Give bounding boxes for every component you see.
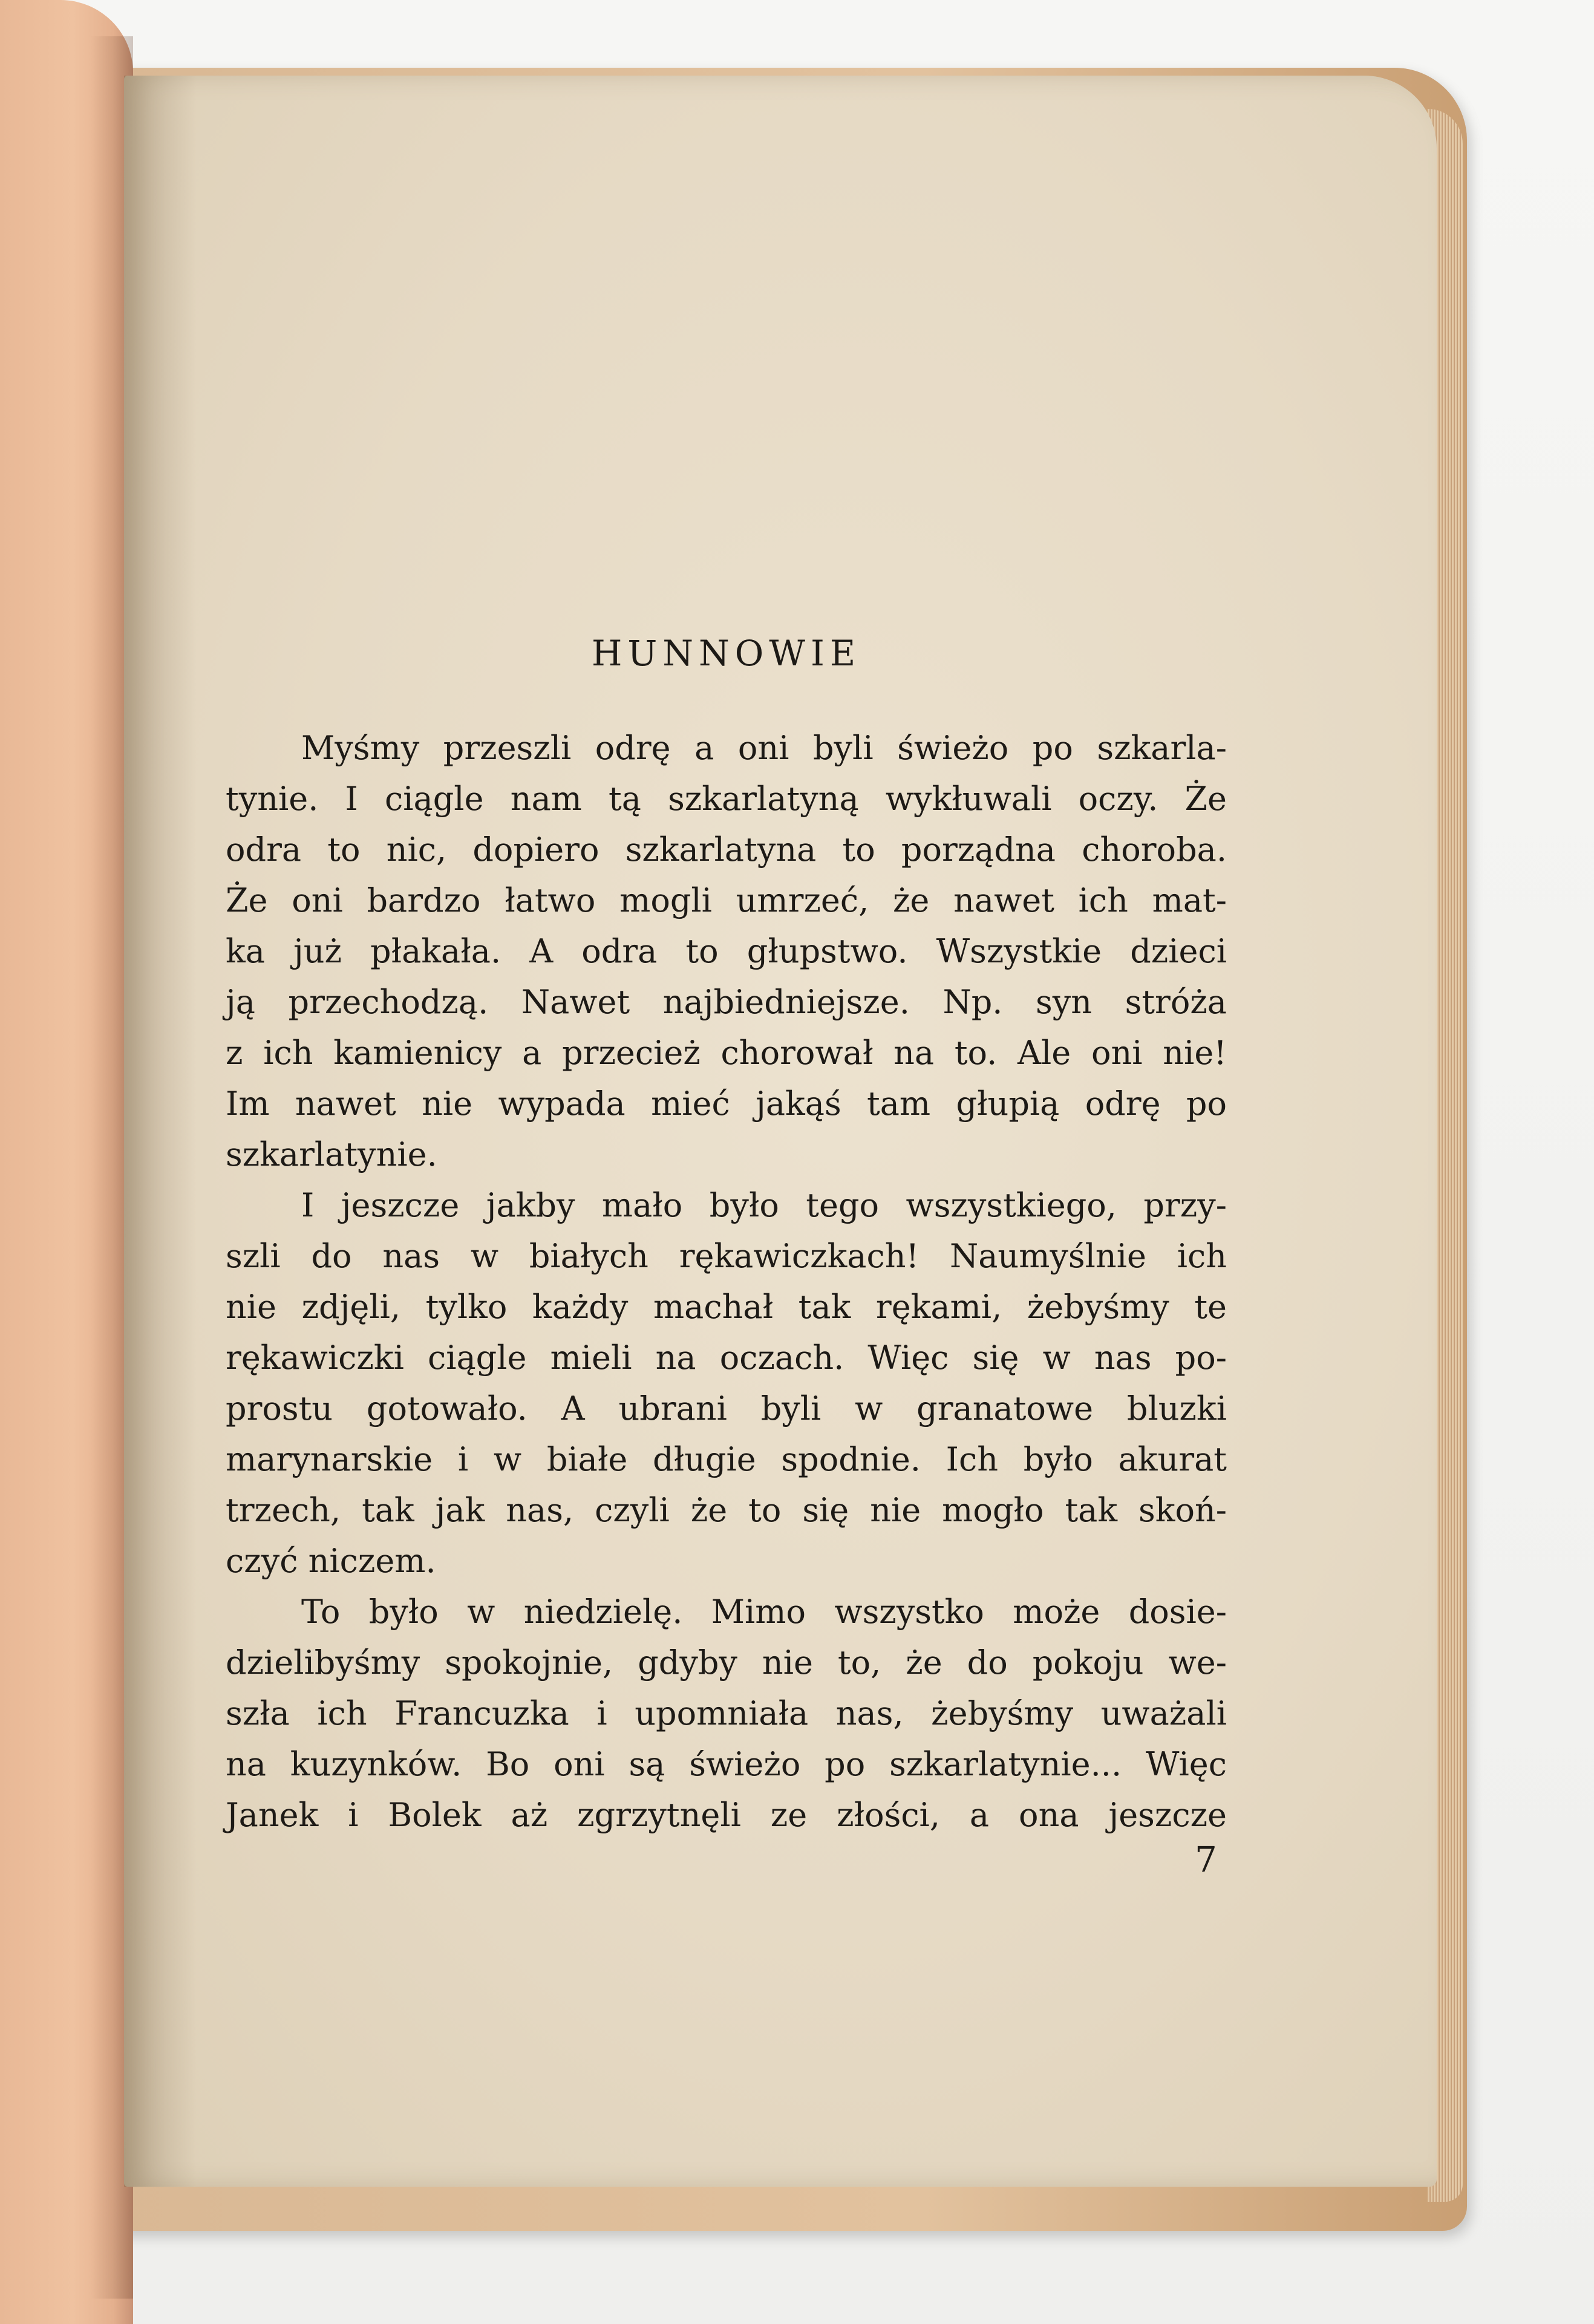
text-line: To było w niedzielę. Mimo wszystko może dosie- — [301, 1593, 1227, 1631]
text-line: Myśmy przeszli odrę a oni byli świeżo po szkarla- — [301, 729, 1227, 767]
text-line: marynarskie i w białe długie spodnie. Ich było akurat — [226, 1440, 1227, 1478]
gutter-shadow — [124, 76, 197, 2187]
text-line: prostu gotowało. A ubrani byli w granatowe bluzki — [226, 1389, 1227, 1428]
text-line: Janek i Bolek aż zgrzytnęli ze złości, a ona jeszcze — [226, 1796, 1227, 1834]
paragraph-2 — [226, 1180, 1227, 1587]
text-line: I jeszcze jakby mało było tego wszystkiego, przy- — [301, 1186, 1227, 1224]
text-line: ją przechodzą. Nawet najbiedniejsze. Np. syn stróża — [226, 983, 1227, 1021]
text-line: Że oni bardzo łatwo mogli umrzeć, że nawet ich mat- — [226, 881, 1227, 919]
text-line: szkarlatynie. — [226, 1135, 437, 1173]
text-line: trzech, tak jak nas, czyli że to się nie mogło tak skoń- — [226, 1491, 1227, 1529]
text-line: odra to nic, dopiero szkarlatyna to porządna choroba. — [226, 831, 1227, 869]
text-line: ka już płakała. A odra to głupstwo. Wszystkie dzieci — [226, 932, 1227, 970]
text-line: tynie. I ciągle nam tą szkarlatyną wykłuwali oczy. Że — [226, 780, 1227, 818]
text-line: na kuzynków. Bo oni są świeżo po szkarlatynie... Więc — [226, 1745, 1227, 1783]
text-line: Im nawet nie wypada mieć jakąś tam głupią odrę po — [226, 1085, 1227, 1123]
paragraph-3 — [226, 1587, 1227, 1841]
text-line: rękawiczki ciągle mieli na oczach. Więc się w nas po- — [226, 1339, 1227, 1377]
text-line: szli do nas w białych rękawiczkach! Naumyślnie ich — [226, 1237, 1227, 1275]
text-line: szła ich Francuzka i upomniała nas, żebyśmy uważali — [226, 1694, 1227, 1732]
text-line: nie zdjęli, tylko każdy machał tak rękami, żebyśmy te — [226, 1288, 1227, 1326]
page-number: 7 — [1195, 1839, 1217, 1880]
page-text-block — [226, 626, 1227, 1841]
text-line: czyć niczem. — [226, 1542, 436, 1580]
text-line: dzielibyśmy spokojnie, gdyby nie to, że do pokoju we- — [226, 1643, 1227, 1682]
chapter-title: HUNNOWIE — [591, 633, 861, 674]
paragraph-1 — [226, 723, 1227, 1180]
text-line: z ich kamienicy a przecież chorował na to. Ale oni nie! — [226, 1034, 1227, 1072]
